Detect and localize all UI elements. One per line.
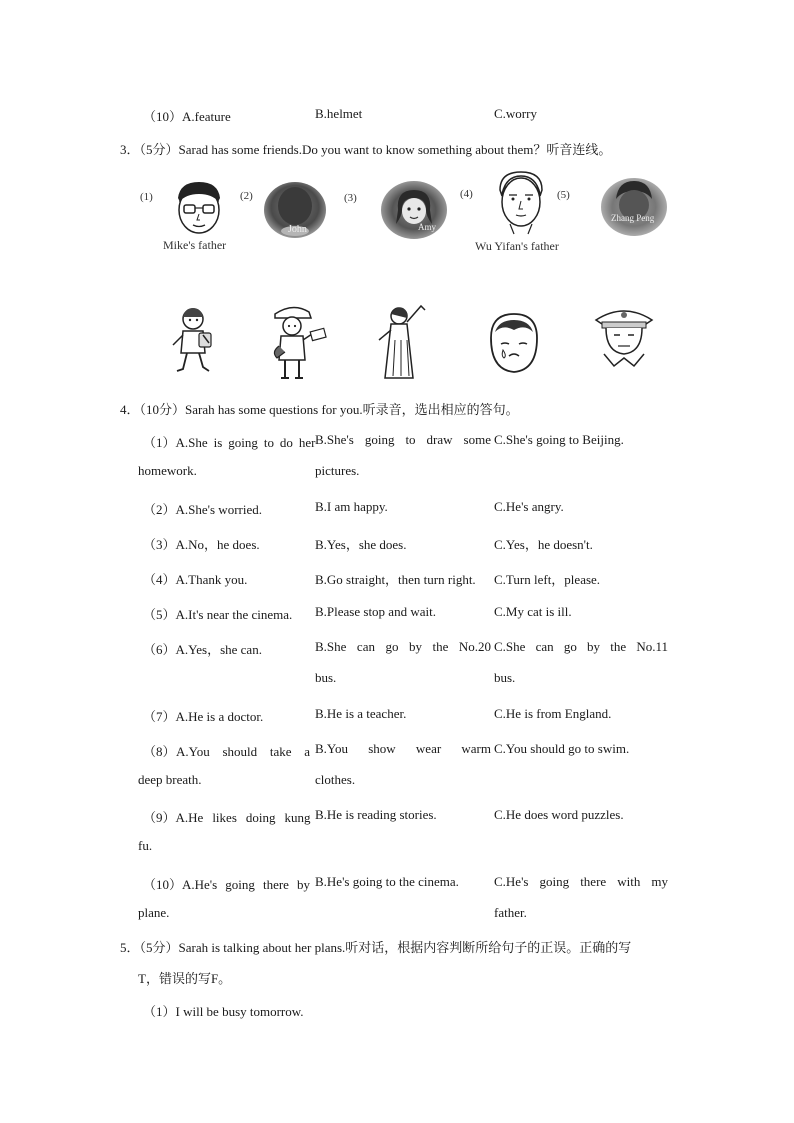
amy-caption: Amy — [418, 222, 436, 232]
q4-item-1-option-a-cont: homework. — [138, 463, 197, 478]
q2-item-10-option-b: B.helmet — [315, 106, 363, 121]
zhang-peng-caption: Zhang Peng — [611, 213, 655, 223]
q4-item-9-option-b: B.He is reading stories. — [315, 807, 437, 822]
q4-item-10-number: （10） — [143, 877, 183, 892]
q5-title-line-2: T，错误的写F。 — [138, 971, 232, 986]
q4-item-1-number: （1） — [143, 435, 176, 450]
q4-item-2-a — [143, 499, 262, 518]
q4-item-8-number: （8） — [143, 744, 176, 759]
q4-item-9-number: （9） — [143, 810, 176, 825]
q4-item-10-option-b: B.He's going to the cinema. — [315, 874, 459, 889]
q4-title: 4．（10分）Sarah has some questions for you.听录音，选出相应的答句。 — [120, 402, 519, 417]
q3-title: 3．（5分）Sarad has some friends.Do you want to know something about them？听音连线。 — [120, 142, 612, 157]
q3-label-1: (1) — [140, 191, 153, 203]
q4-item-3-a — [143, 534, 260, 553]
q4-item-3-option-c: C.Yes，he doesn't. — [494, 537, 593, 552]
q4-item-9-option-c: C.He does word puzzles. — [494, 807, 624, 822]
q4-item-4-option-a: A.Thank you. — [175, 572, 248, 587]
q4-item-10-a — [143, 874, 310, 893]
john-caption: John — [288, 224, 307, 235]
q4-item-10-option-c: C.He's going there with my — [494, 874, 668, 889]
q5-item-1: （1）I will be busy tomorrow. — [143, 1004, 304, 1019]
postman-icon — [265, 302, 329, 382]
q4-item-5-a — [143, 604, 292, 623]
q4-item-1-option-c: C.She's going to Beijing. — [494, 432, 624, 447]
q4-item-6-number: （6） — [143, 642, 176, 657]
q4-item-1-a — [143, 432, 316, 451]
mikes-father-caption: Mike's father — [163, 238, 227, 252]
q4-item-4-a — [143, 569, 247, 588]
q4-item-8-option-b: B.You show wear warm — [315, 741, 491, 756]
q4-item-5-option-c: C.My cat is ill. — [494, 604, 572, 619]
q4-item-2-option-c: C.He's angry. — [494, 499, 564, 514]
q4-item-9-option-a-cont: fu. — [138, 838, 153, 853]
q4-item-6-option-c-cont: bus. — [494, 670, 516, 685]
q4-item-7-option-a: A.He is a doctor. — [175, 709, 264, 724]
q4-item-3-option-b: B.Yes，she does. — [315, 537, 407, 552]
q3-label-2: (2) — [240, 190, 253, 202]
wu-yifans-father-face-icon — [492, 168, 550, 236]
q4-item-10-option-c-cont: father. — [494, 905, 527, 920]
q4-item-7-option-b: B.He is a teacher. — [315, 706, 407, 721]
q4-item-1-option-b: B.She's going to draw some — [315, 432, 491, 447]
q3-label-3: (3) — [344, 192, 357, 204]
crying-face-icon — [483, 310, 545, 376]
q4-item-4-option-b: B.Go straight，then turn right. — [315, 572, 476, 587]
mikes-father-face-icon — [168, 178, 230, 240]
q3-label-5: (5) — [557, 189, 570, 201]
q5-title-line-1: 5．（5分）Sarah is talking about her plans.听对话，根据内容判断所给句子的正误。正确的写 — [120, 940, 632, 955]
q4-item-5-option-b: B.Please stop and wait. — [315, 604, 436, 619]
q4-item-2-option-a: A.She's worried. — [175, 502, 262, 517]
q4-item-2-number: （2） — [143, 502, 176, 517]
q4-item-4-number: （4） — [143, 572, 176, 587]
q4-item-6-option-b: B.She can go by the No.20 — [315, 639, 491, 654]
policeman-icon — [590, 302, 658, 368]
q4-item-2-option-b: B.I am happy. — [315, 499, 388, 514]
girl-dancing-icon — [373, 300, 433, 382]
q2-item-10-option-c: C.worry — [494, 106, 537, 121]
q4-item-10-option-a: A.He's going there by — [182, 877, 311, 892]
q2-item-10-number: （10） — [143, 109, 183, 124]
q4-item-3-number: （3） — [143, 537, 176, 552]
amy-photo-icon — [380, 180, 448, 240]
q2-item-10-option-a: A.feature — [182, 109, 231, 124]
q4-item-8-option-b-cont: clothes. — [315, 772, 356, 787]
q4-item-4-option-c: C.Turn left，please. — [494, 572, 601, 587]
boy-walking-icon — [165, 305, 221, 381]
q4-item-5-number: （5） — [143, 607, 176, 622]
q4-item-7-option-c: C.He is from England. — [494, 706, 612, 721]
q4-item-6-a — [143, 639, 262, 658]
q4-item-1-option-a: A.She is going to do her — [175, 435, 316, 450]
q4-item-9-a — [143, 807, 311, 826]
zhang-peng-photo-icon — [600, 177, 668, 237]
q4-item-5-option-a: A.It's near the cinema. — [175, 607, 293, 622]
q4-item-10-option-a-cont: plane. — [138, 905, 170, 920]
q4-item-9-option-a: A.He likes doing kung — [175, 810, 311, 825]
q4-item-8-option-a: A.You should take a — [176, 744, 310, 759]
q4-item-3-option-a: A.No，he does. — [175, 537, 260, 552]
q4-item-7-number: （7） — [143, 709, 176, 724]
q4-item-1-option-b-cont: pictures. — [315, 463, 360, 478]
q4-item-8-option-a-cont: deep breath. — [138, 772, 202, 787]
q2-item-10 — [143, 106, 231, 125]
q4-item-6-option-b-cont: bus. — [315, 670, 337, 685]
q3-label-4: (4) — [460, 188, 473, 200]
q4-item-8-option-c: C.You should go to swim. — [494, 741, 630, 756]
q4-item-8-a — [143, 741, 310, 760]
q4-item-6-option-c: C.She can go by the No.11 — [494, 639, 668, 654]
q4-item-6-option-a: A.Yes，she can. — [175, 642, 262, 657]
q4-item-7-a — [143, 706, 263, 725]
wu-yifans-father-caption: Wu Yifan's father — [475, 239, 559, 253]
